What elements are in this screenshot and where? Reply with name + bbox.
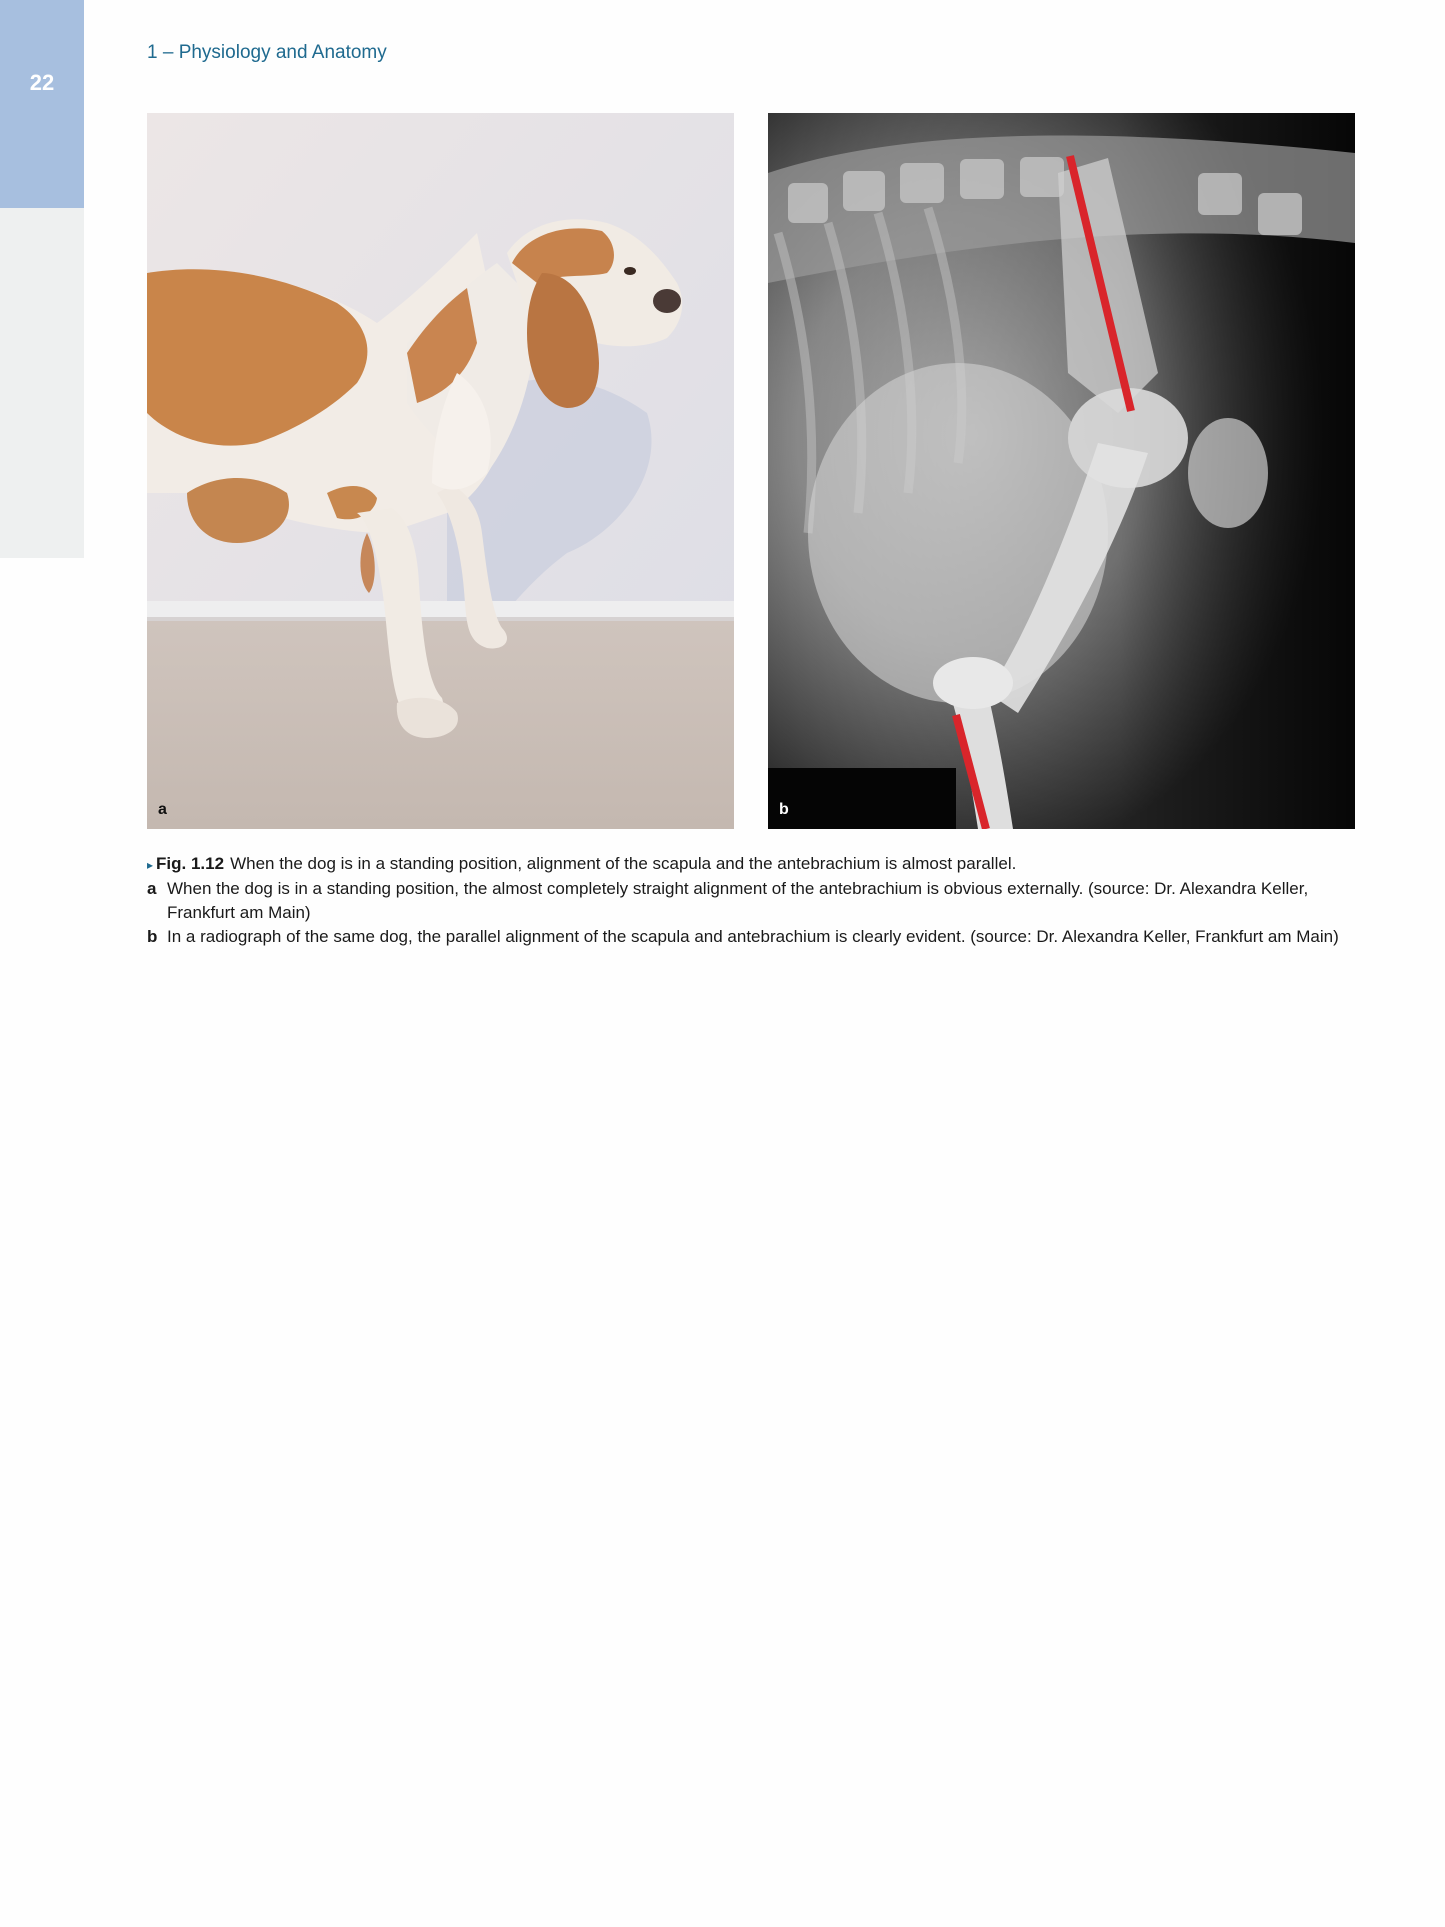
figure-b-radiograph [768,113,1355,829]
caption-marker-icon: ▸ [147,858,154,872]
page-tab [0,0,84,208]
figure-a-label: a [158,801,167,818]
caption-item-text: When the dog is in a standing position, the almost completely straight alignment of the antebrachium is obvious externally. (source: Dr. Alexandra Keller, Frankfurt am Main) [167,879,1309,922]
dog-photo-image [147,113,734,829]
caption-item-letter: a [147,879,157,898]
figure-number: Fig. 1.12 [156,854,225,873]
caption-item-text: In a radiograph of the same dog, the parallel alignment of the scapula and antebrachium is clearly evident. (source: Dr. Alexandra Keller, Frankfurt am Main) [167,927,1339,946]
figure-b-label: b [779,801,789,818]
caption-item-a [147,877,1357,925]
caption-item-letter: b [147,927,158,946]
caption-main [147,852,1357,877]
caption-item-b [147,925,1357,949]
figure-caption [147,852,1357,949]
margin-strip [0,208,84,558]
figure-a-photo [147,113,734,829]
caption-text: When the dog is in a standing position, alignment of the scapula and the antebrachium is almost parallel. [230,854,1017,873]
running-head: 1 – Physiology and Anatomy [147,42,387,63]
radiograph-image [768,113,1355,829]
page-number: 22 [29,70,55,95]
